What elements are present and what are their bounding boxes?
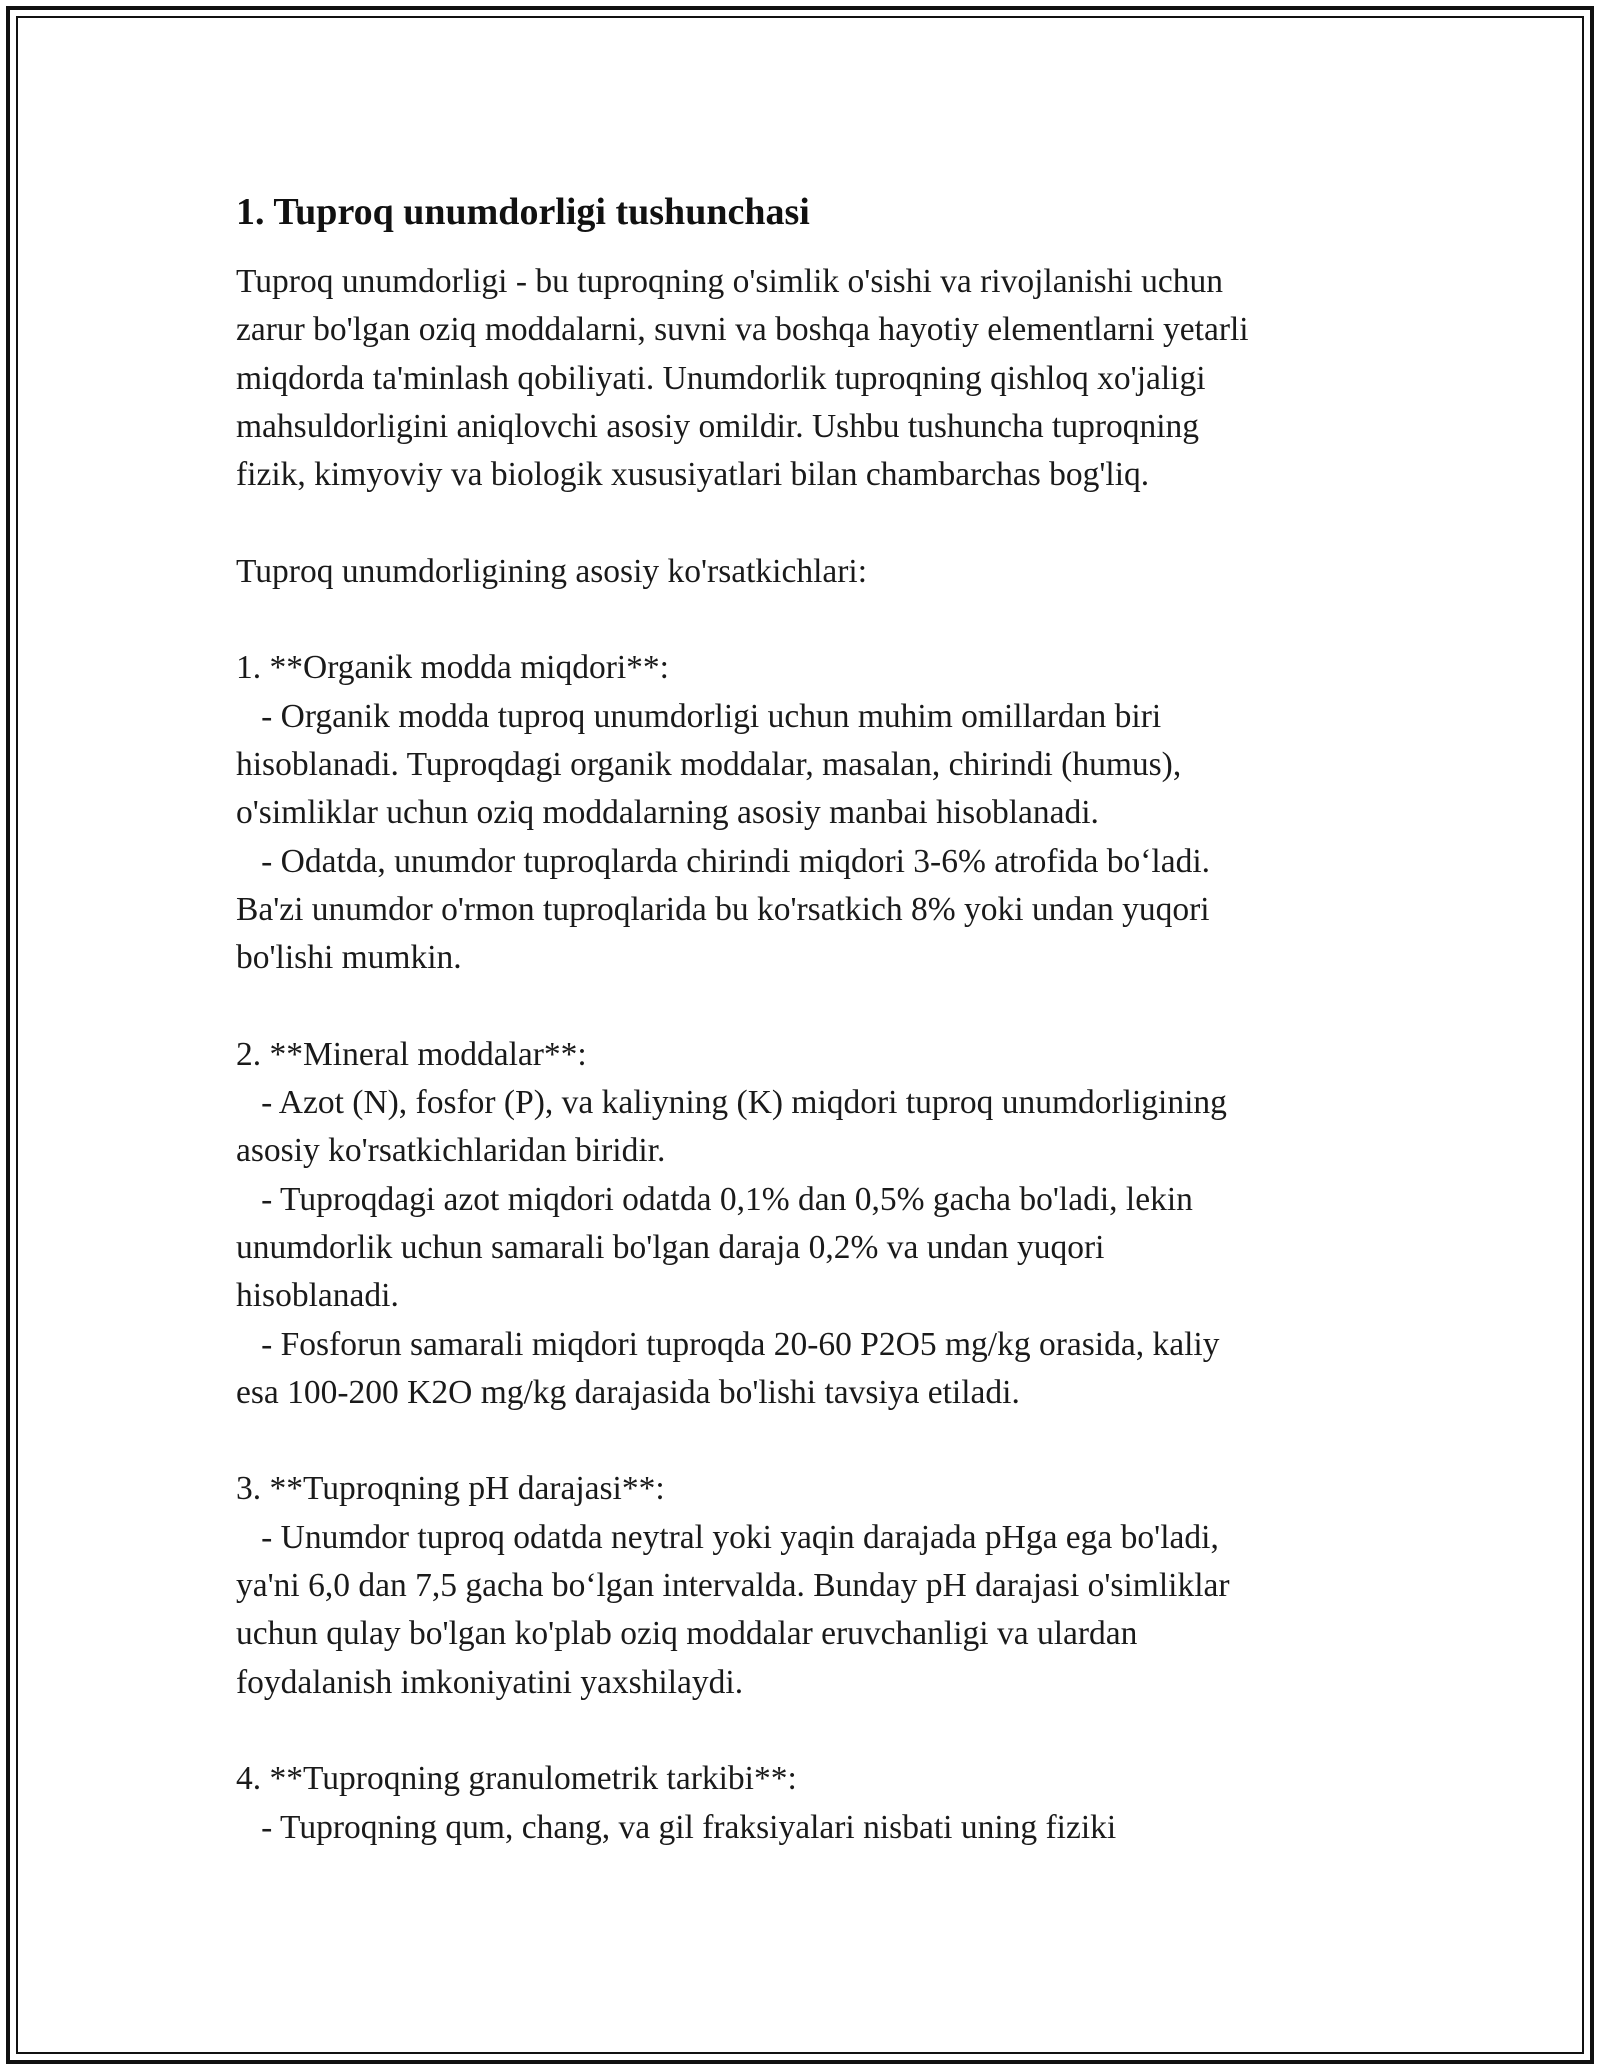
list-item-mineral-substances: 2. **Mineral moddalar**: - Azot (N), fosfor (P), va kaliyning (K) miqdori tuproq unumdorligining asosiy ko'rsatkichlaridan biridir. - Tuproqdagi azot miqdori odatda 0,1% dan 0,5% gacha bo'ladi, lekin unumdorlik uchun samarali bo'lgan daraja 0,2% va undan yuqori hisoblanadi. - Fosforun samarali miqdori tuproqda 20-60 P2O5 mg/kg orasida, kaliy esa 100-200 K2O mg/kg darajasida bo'lishi tavsiya etiladi.	[236, 1035, 1227, 1411]
paragraph-spacer	[236, 1707, 1366, 1755]
paragraph-spacer	[236, 499, 1366, 547]
list-item-granulometric: 4. **Tuproqning granulometrik tarkibi**: - Tuproqning qum, chang, va gil fraksiyalari nisbati uning fiziki	[236, 1760, 1117, 1846]
section-heading: 1. Tuproq unumdorligi tushunchasi	[236, 191, 810, 233]
document-body	[236, 188, 1366, 1852]
list-item-organic-matter: 1. **Organik modda miqdori**: - Organik modda tuproq unumdorligi uchun muhim omillardan biri hisoblanadi. Tuproqdagi organik moddalar, masalan, chirindi (humus), o'simliklar uchun oziq moddalarning asosiy manbai hisoblanadi. - Odatda, unumdor tuproqlarda chirindi miqdori 3-6% atrofida bo‘ladi. Ba'zi unumdor o'rmon tuproqlarida bu ko'rsatkich 8% yoki undan yuqori bo'lishi mumkin.	[236, 649, 1211, 977]
paragraph-spacer	[236, 1417, 1366, 1465]
indicators-heading: Tuproq unumdorligining asosiy ko'rsatkichlari:	[236, 552, 868, 590]
paragraph-spacer	[236, 982, 1366, 1030]
intro-paragraph: Tuproq unumdorligi - bu tuproqning o'simlik o'sishi va rivojlanishi uchun zarur bo'lgan oziq moddalarni, suvni va boshqa hayotiy elementlarni yetarli miqdorda ta'minlash qobiliyati. Unumdorlik tuproqning qishloq xo'jaligi mahsuldorligini aniqlovchi asosiy omildir. Ushbu tushuncha tuproqning fizik, kimyoviy va biologik xususiyatlari bilan chambarchas bog'liq.	[236, 263, 1249, 494]
list-item-ph-level: 3. **Tuproqning pH darajasi**: - Unumdor tuproq odatda neytral yoki yaqin darajada pHga ega bo'ladi, ya'ni 6,0 dan 7,5 gacha bo‘lgan intervalda. Bunday pH darajasi o'simliklar uchun qulay bo'lgan ko'plab oziq moddalar eruvchanligi va ulardan foydalanish imkoniyatini yaxshilaydi.	[236, 1470, 1230, 1701]
paragraph-spacer	[236, 596, 1366, 644]
